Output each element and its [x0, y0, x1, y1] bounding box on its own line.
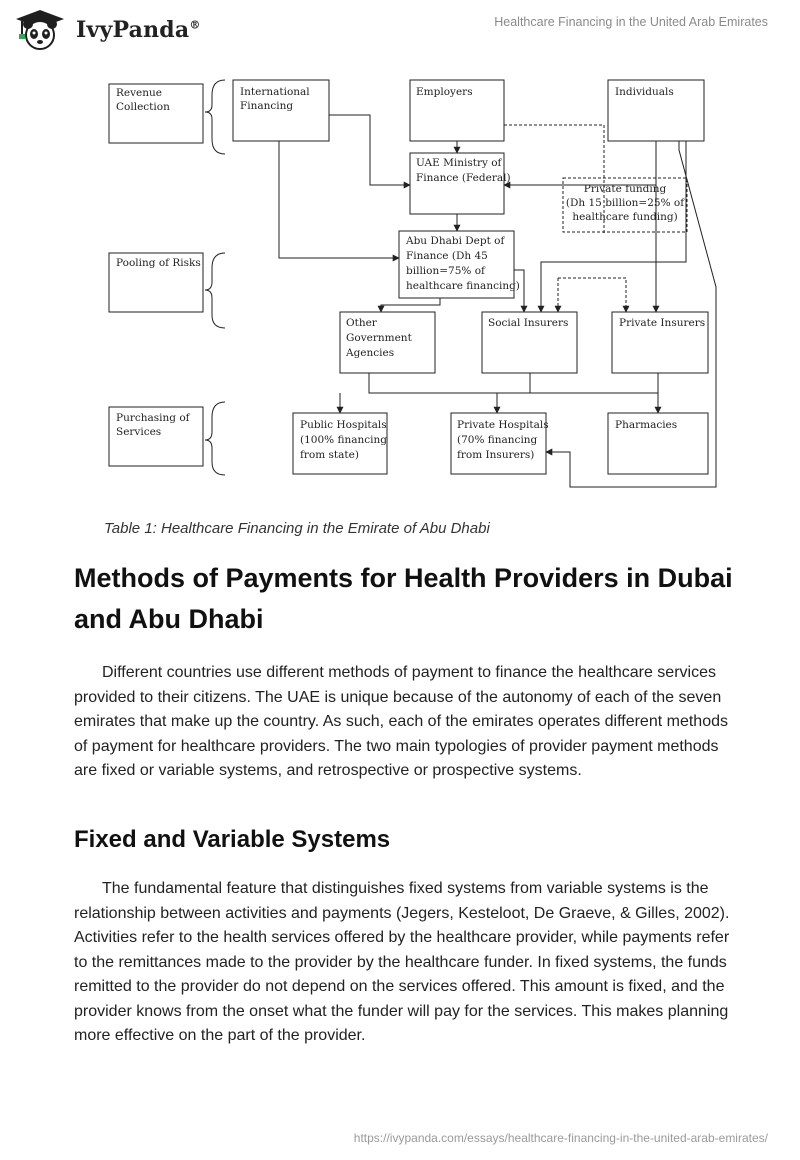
svg-text:Abu Dhabi Dept ofFinance (Dh 4: Abu Dhabi Dept of Finance (Dh 45 billion=75% of healthcare financing): [406, 235, 520, 292]
svg-text:Pooling of Risks: Pooling of Risks: [116, 257, 201, 269]
node-abu-dhabi-finance: [399, 231, 520, 298]
brand-name: IvyPanda®: [76, 17, 201, 43]
node-individuals: [608, 80, 704, 141]
financing-flow-diagram: [0, 0, 800, 500]
label-pooling-of-risks: [109, 253, 203, 312]
node-other-government-agencies: [340, 312, 435, 373]
svg-text:Purchasing ofServices: Purchasing of Services: [116, 412, 190, 438]
node-social-insurers: [482, 312, 577, 373]
label-revenue-collection: [109, 84, 203, 143]
svg-text:Private funding(Dh 15 billion=: Private funding (Dh 15 billion=25% of healthcare funding): [565, 183, 685, 223]
svg-text:Individuals: Individuals: [615, 86, 674, 98]
node-private-insurers: [612, 312, 708, 373]
svg-text:Private Hospitals(70% financin: Private Hospitals (70% financing from Insurers): [457, 419, 549, 461]
node-private-funding: [563, 178, 687, 232]
table-caption: Table 1: Healthcare Financing in the Emirate of Abu Dhabi: [104, 520, 490, 537]
node-international-financing: [233, 80, 329, 141]
node-public-hospitals: [293, 413, 387, 474]
node-private-hospitals: [451, 413, 549, 474]
document-header-title: Healthcare Financing in the United Arab Emirates: [494, 15, 768, 29]
label-purchasing-of-services: [109, 407, 203, 466]
node-uae-ministry: [410, 153, 511, 214]
svg-text:Employers: Employers: [416, 86, 473, 98]
body-paragraph-2: The fundamental feature that distinguishes fixed systems from variable systems is the relationship between activities and payments (Jegers, Kesteloot, De Graeve, & Gilles, 2002). Activities refer to the health services offered by the healthcare provider, while payments refer to the remittances made to the provider by the healthcare funder. In fixed systems, the funds remitted to the provider do not depend on the services offered. This amount is fixed, and the provider knows from the onset what the funder will pay for the services. This makes planning more effective on the part of the provider.: [74, 880, 730, 1044]
subsection-heading: Fixed and Variable Systems: [74, 826, 391, 853]
body-paragraph-1: Different countries use different methods of payment to finance the healthcare services provided to their citizens. The UAE is unique because of the autonomy of each of the seven emirates that make up the country. As such, each of the emirates operates different methods of payment for healthcare providers. The two main typologies of provider payment methods are fixed or variable systems, and retrospective or prospective systems.: [74, 664, 728, 779]
svg-text:OtherGovernmentAgencies: Other Government Agencies: [346, 317, 412, 359]
section-heading: Methods of Payments for Health Providers in Dubai and Abu Dhabi: [74, 563, 733, 634]
brace-revenue: [205, 80, 225, 154]
node-employers: [410, 80, 504, 141]
svg-text:RevenueCollection: Revenue Collection: [116, 87, 170, 113]
svg-text:Public Hospitals(100% financin: Public Hospitals (100% financing from state): [300, 419, 387, 461]
svg-text:Social Insurers: Social Insurers: [488, 317, 569, 329]
svg-text:UAE Ministry ofFinance (Federa: UAE Ministry of Finance (Federal): [416, 157, 511, 184]
footer-source-url[interactable]: https://ivypanda.com/essays/healthcare-financing-in-the-united-arab-emirates/: [353, 1131, 768, 1145]
node-pharmacies: [608, 413, 708, 474]
svg-text:Pharmacies: Pharmacies: [615, 419, 678, 431]
brace-pooling: [205, 253, 225, 328]
svg-text:InternationalFinancing: International Financing: [240, 86, 310, 112]
brace-purchasing: [205, 402, 225, 475]
svg-text:Private Insurers: Private Insurers: [619, 317, 706, 329]
